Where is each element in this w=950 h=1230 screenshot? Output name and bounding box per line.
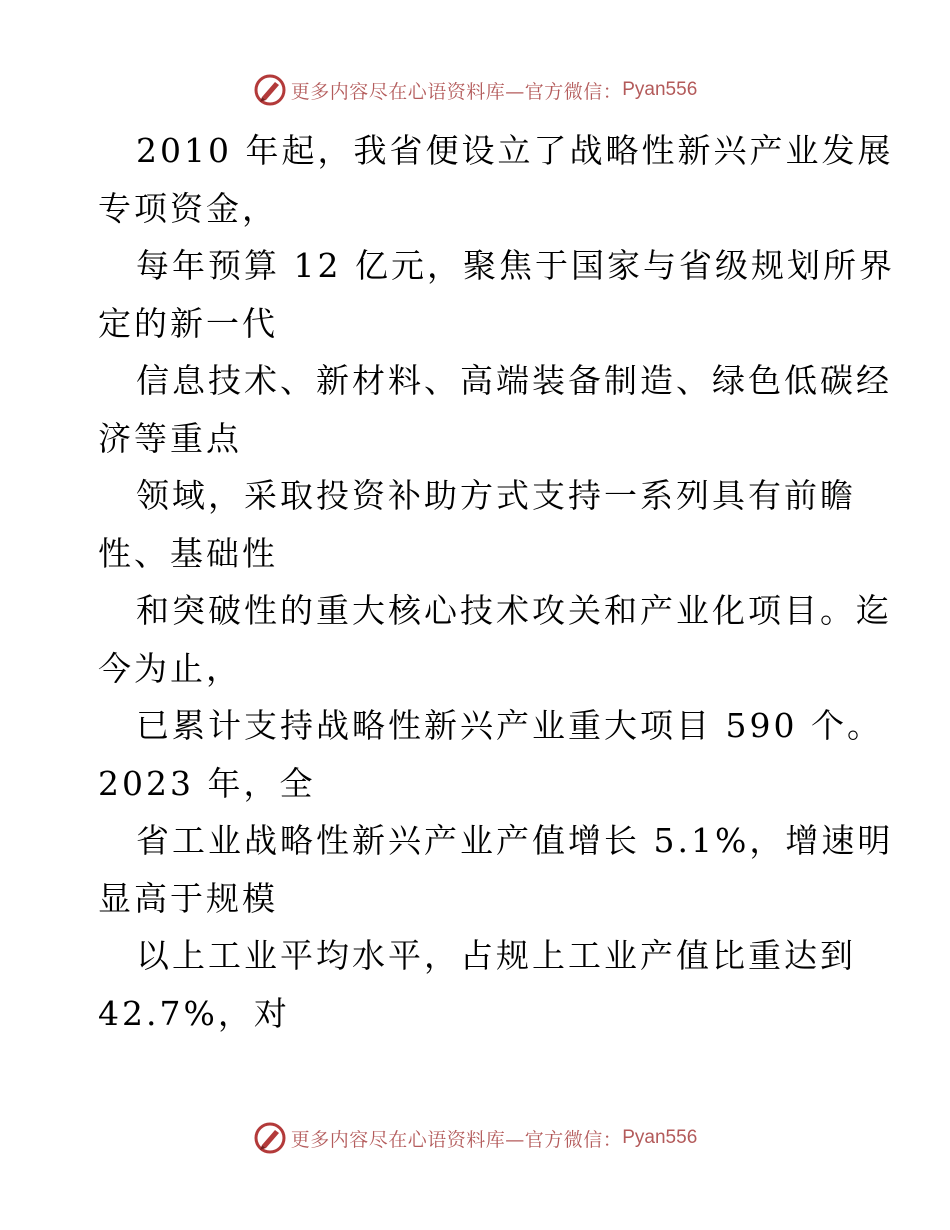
paragraph-line: 和突破性的重大核心技术攻关和产业化项目。迄 (136, 591, 892, 630)
header-banner (0, 70, 950, 110)
paragraph-line: 专项资金， (98, 188, 278, 228)
paragraph-line: 省工业战略性新兴产业产值增长 5.1%，增速明 (136, 821, 894, 860)
paragraph-line: 2010 年起，我省便设立了战略性新兴产业发展 (136, 131, 894, 170)
paragraph-line: 每年预算 12 亿元，聚焦于国家与省级规划所界 (136, 246, 895, 285)
red-pen-logo-icon (253, 73, 287, 107)
wechat-id: Pyan556 (622, 79, 698, 100)
footer-banner (0, 1118, 950, 1158)
document-body (98, 122, 895, 1042)
paragraph-line: 今为止， (98, 648, 242, 688)
paragraph-line: 42.7%，对 (98, 993, 290, 1033)
paragraph-line: 已累计支持战略性新兴产业重大项目 590 个。 (136, 706, 883, 745)
paragraph-line: 2023 年，全 (98, 763, 316, 803)
paragraph-line: 信息技术、新材料、高端装备制造、绿色低碳经 (136, 361, 892, 400)
paragraph (98, 467, 858, 582)
paragraph (98, 237, 895, 352)
paragraph-line: 济等重点 (98, 418, 242, 458)
paragraph (98, 582, 892, 697)
paragraph (98, 122, 894, 237)
red-pen-logo-icon (253, 1121, 287, 1155)
paragraph (98, 352, 892, 467)
banner-text: 更多内容尽在心语资料库—官方微信： (290, 1128, 623, 1151)
paragraph-line: 性、基础性 (98, 533, 278, 573)
banner-text: 更多内容尽在心语资料库—官方微信： (290, 80, 623, 103)
paragraph-line: 显高于规模 (98, 878, 278, 918)
paragraph (98, 927, 858, 1042)
paragraph (98, 697, 883, 812)
paragraph-line: 领域，采取投资补助方式支持一系列具有前瞻 (136, 476, 856, 515)
paragraph-line: 定的新一代 (98, 303, 278, 343)
wechat-id: Pyan556 (622, 1127, 698, 1148)
paragraph (98, 812, 894, 927)
paragraph-line: 以上工业平均水平，占规上工业产值比重达到 (136, 936, 856, 975)
